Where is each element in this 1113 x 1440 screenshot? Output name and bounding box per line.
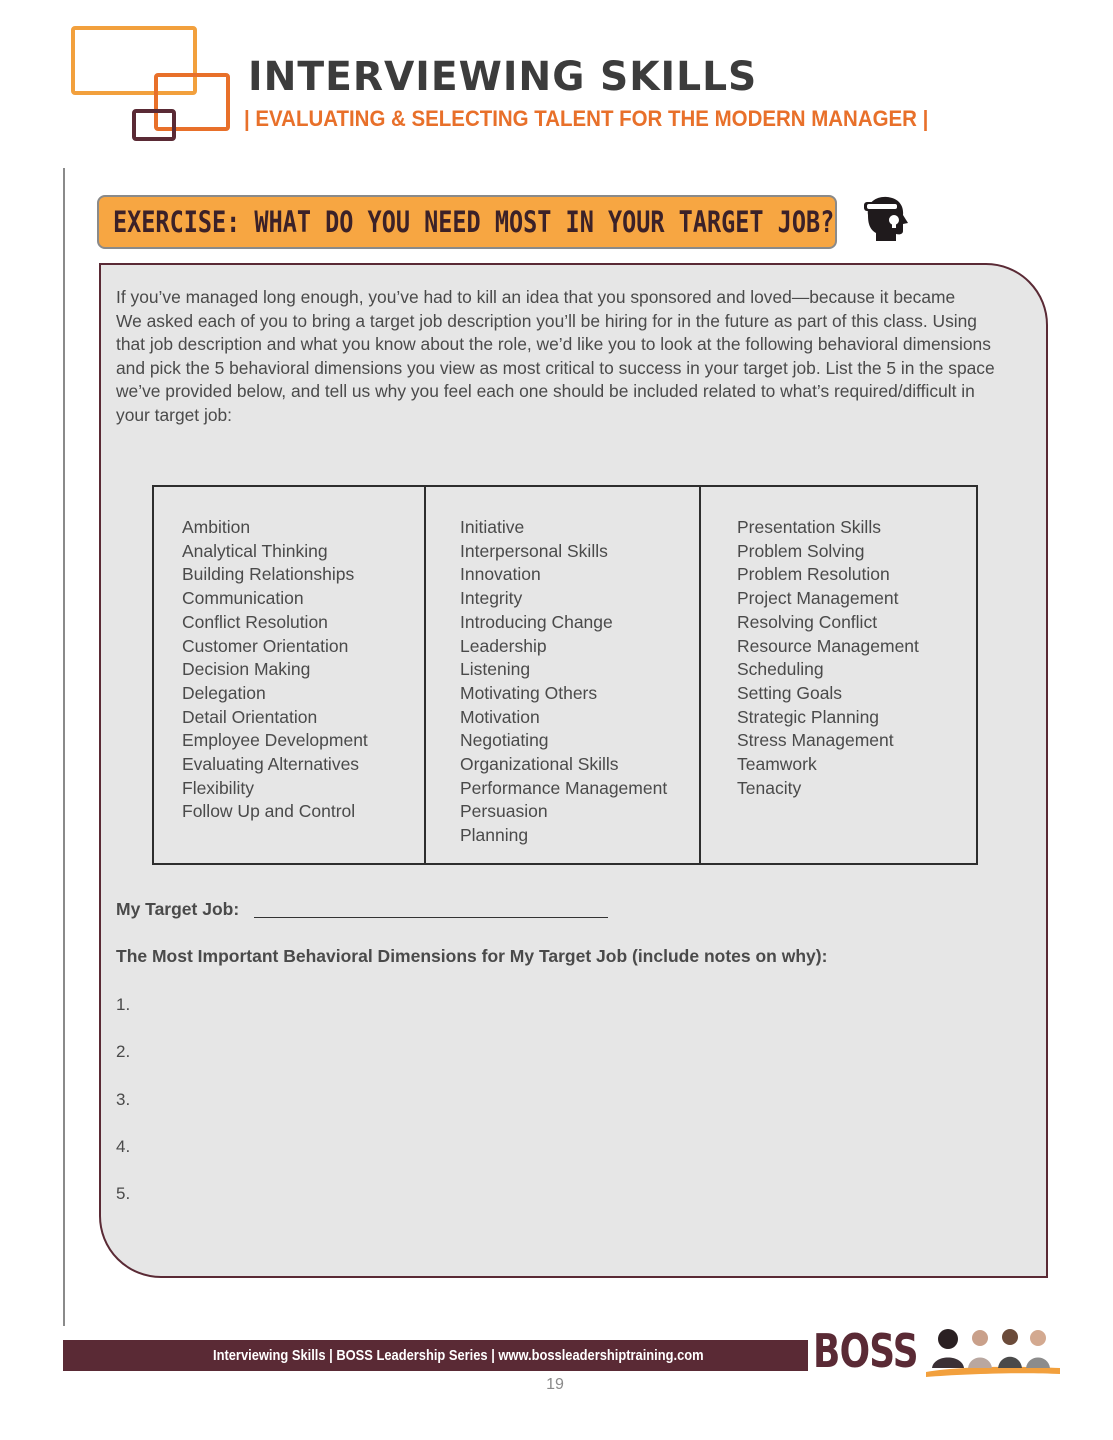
dimension-item: Problem Solving <box>737 540 865 561</box>
page-number: 19 <box>546 1376 564 1393</box>
intro-line: If you’ve managed long enough, you’ve had to kill an idea that you sponsored and loved—because it became <box>116 287 956 307</box>
dimension-item: Project Management <box>737 588 899 609</box>
dimension-item: Stress Management <box>737 730 894 751</box>
dimensions-list <box>737 516 919 800</box>
dimension-item: Flexibility <box>182 777 254 798</box>
page-subtitle: | EVALUATING & SELECTING TALENT FOR THE MODERN MANAGER | <box>244 106 929 131</box>
dimension-item: Organizational Skills <box>460 754 619 775</box>
dimension-item: Initiative <box>460 517 525 537</box>
dimension-item: Ambition <box>182 517 251 537</box>
logo-frame-small <box>132 109 176 141</box>
target-job-field[interactable] <box>254 917 608 918</box>
team-photo-icon <box>922 1322 1065 1378</box>
important-dimensions-heading: The Most Important Behavioral Dimensions for My Target Job (include notes on why): <box>116 946 828 966</box>
dimension-item: Motivation <box>460 706 540 727</box>
dimension-item: Persuasion <box>460 801 548 822</box>
dimension-item: Problem Resolution <box>737 564 890 585</box>
footer-text: Interviewing Skills | BOSS Leadership Series | www.bossleadershiptraining.com <box>213 1347 704 1364</box>
dimension-item: Innovation <box>460 564 541 585</box>
dimension-item: Scheduling <box>737 659 824 680</box>
dimension-item: Conflict Resolution <box>182 611 328 632</box>
footer-bar <box>63 1340 808 1371</box>
dimension-item: Presentation Skills <box>737 517 881 537</box>
exercise-title: EXERCISE: WHAT DO YOU NEED MOST IN YOUR TARGET JOB? <box>113 205 835 239</box>
dimension-item: Teamwork <box>737 754 817 775</box>
intro-line: and pick the 5 behavioral dimensions you view as most critical to success in your target job. List the 5 in the space <box>116 357 995 378</box>
dimension-item: Evaluating Alternatives <box>182 754 360 775</box>
numbered-item-4: 4. <box>116 1137 131 1156</box>
boss-logo <box>810 1322 1065 1378</box>
behavioral-dimensions-table <box>152 485 978 865</box>
intro-paragraph <box>116 286 1041 428</box>
intro-line: We asked each of you to bring a target job description you’ll be hiring for in the future as part of this class. Using <box>116 310 977 331</box>
dimension-item: Detail Orientation <box>182 706 318 727</box>
dimension-item: Resource Management <box>737 635 919 656</box>
dimension-item: Decision Making <box>182 659 311 680</box>
dimensions-list <box>182 516 368 824</box>
exercise-banner <box>97 195 837 249</box>
dimension-item: Listening <box>460 659 531 680</box>
intro-line: that job description and what you know about the role, we’d like you to look at the following behavioral dimensions <box>116 334 991 355</box>
dimension-item: Communication <box>182 588 304 609</box>
dimension-item: Setting Goals <box>737 682 843 703</box>
dimension-item: Analytical Thinking <box>182 540 328 561</box>
dimension-item: Negotiating <box>460 730 549 751</box>
dimension-item: Follow Up and Control <box>182 801 356 822</box>
intro-line: we’ve provided below, and tell us why you feel each one should be included related to what’s required/difficult in <box>116 381 975 402</box>
dimension-item: Employee Development <box>182 730 368 751</box>
numbered-item-1: 1. <box>116 995 131 1014</box>
dimension-item: Strategic Planning <box>737 706 880 727</box>
dimensions-column-2 <box>426 487 701 863</box>
page-title: INTERVIEWING SKILLS <box>248 54 758 100</box>
numbered-item-3: 3. <box>116 1090 131 1109</box>
dimension-item: Customer Orientation <box>182 635 349 656</box>
intro-line: your target job: <box>116 404 233 425</box>
target-job-label: My Target Job: <box>116 899 240 919</box>
dimension-item: Resolving Conflict <box>737 611 878 632</box>
dimension-item: Integrity <box>460 588 523 609</box>
numbered-item-2: 2. <box>116 1042 131 1061</box>
dimension-item: Tenacity <box>737 777 802 798</box>
dimension-item: Motivating Others <box>460 682 598 703</box>
dimensions-column-3 <box>701 487 976 863</box>
dimension-item: Interpersonal Skills <box>460 540 608 561</box>
numbered-item-5: 5. <box>116 1184 131 1203</box>
dimension-item: Planning <box>460 825 529 846</box>
dimension-item: Delegation <box>182 682 266 703</box>
boss-wordmark: BOSS <box>813 1324 918 1378</box>
dimension-item: Building Relationships <box>182 564 355 585</box>
dimension-item: Performance Management <box>460 777 668 798</box>
dimension-item: Introducing Change <box>460 611 613 632</box>
dimensions-list <box>460 516 667 848</box>
dimension-item: Leadership <box>460 635 547 656</box>
left-margin-rule <box>63 168 65 1326</box>
head-puzzle-icon <box>858 193 914 243</box>
dimensions-column-1 <box>154 487 426 863</box>
